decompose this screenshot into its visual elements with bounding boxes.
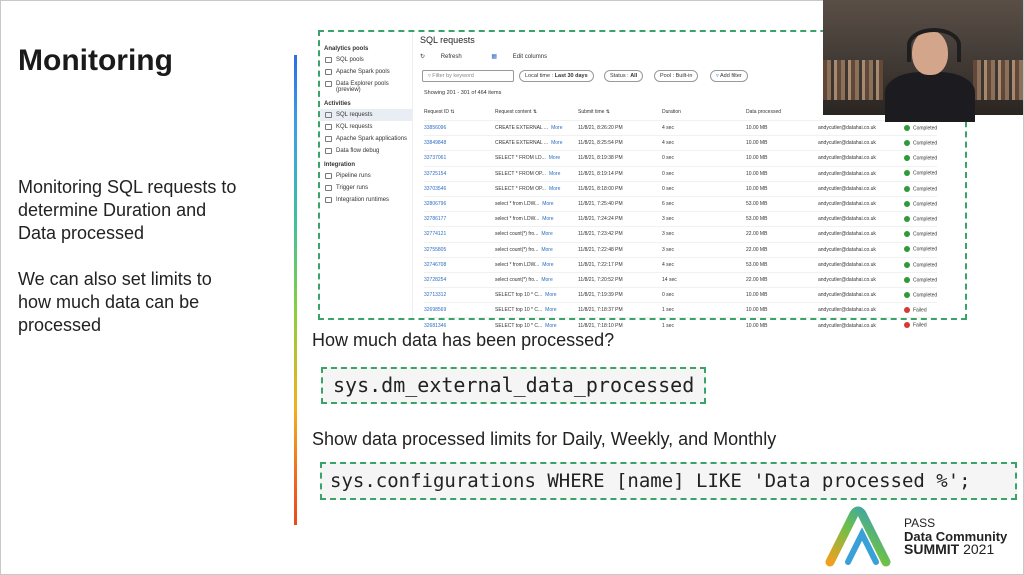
duration-cell: 0 sec — [662, 181, 746, 196]
request-content-cell — [495, 196, 578, 211]
sidebar-item-label: SQL pools — [336, 57, 364, 63]
pipeline-icon — [325, 173, 332, 179]
request-content-text: select count(*) fro... — [495, 276, 539, 283]
request-content-cell — [495, 257, 578, 272]
submitter-cell: andycutler@datahai.co.uk — [818, 166, 904, 181]
column-header-label: Request ID — [424, 109, 450, 115]
columns-icon: ▦ — [491, 54, 499, 60]
request-id-link[interactable]: 33725154 — [424, 166, 495, 181]
request-content-text: select count(*) fro... — [495, 246, 539, 253]
sidebar-item-data-explorer-pools[interactable] — [320, 78, 412, 96]
data-processed-cell: 22.00 MB — [746, 227, 818, 242]
spark-icon — [325, 136, 332, 142]
sidebar-item-label: Data Explorer pools (preview) — [336, 81, 389, 93]
submitter-cell: andycutler@datahai.co.uk — [818, 303, 904, 318]
sidebar-item-pipeline-runs[interactable] — [320, 170, 412, 182]
table-row[interactable] — [424, 121, 937, 136]
trigger-icon — [325, 185, 332, 191]
runtime-icon — [325, 197, 332, 203]
status-text: Completed — [913, 155, 938, 162]
table-row[interactable] — [424, 136, 937, 151]
request-content-text: CREATE EXTERNAL ... — [495, 125, 549, 132]
submit-time-cell: 11/8/21, 7:23:42 PM — [578, 227, 662, 242]
code-sys-configurations: sys.configurations WHERE [name] LIKE 'Data processed %'; — [320, 462, 1017, 500]
request-id-link[interactable]: 32681346 — [424, 318, 495, 333]
sidebar-item-data-flow-debug[interactable] — [320, 145, 412, 157]
duration-cell: 0 sec — [662, 288, 746, 303]
sidebar-item-sql-pools[interactable] — [320, 54, 412, 66]
status-cell — [904, 318, 937, 333]
request-id-link[interactable]: 33737061 — [424, 151, 495, 166]
status-cell — [904, 212, 937, 227]
local-time-label: Local time : — [525, 73, 554, 79]
request-content-cell — [495, 166, 578, 181]
submitter-cell: andycutler@datahai.co.uk — [818, 227, 904, 242]
submit-time-cell: 11/8/21, 8:19:38 PM — [578, 151, 662, 166]
data-processed-cell: 22.00 MB — [746, 272, 818, 287]
sidebar-item-label: Apache Spark applications — [336, 136, 408, 142]
submit-time-cell: 11/8/21, 8:25:54 PM — [578, 136, 662, 151]
status-text: Completed — [913, 170, 938, 177]
request-content-text: SELECT * FROM OP... — [495, 170, 546, 177]
data-processed-cell: 53.00 MB — [746, 257, 818, 272]
table-row[interactable] — [424, 151, 937, 166]
request-content-cell — [495, 303, 578, 318]
request-id-link[interactable]: 32713312 — [424, 288, 495, 303]
table-row[interactable] — [424, 227, 937, 242]
table-row[interactable] — [424, 181, 937, 196]
table-row[interactable] — [424, 196, 937, 211]
add-filter-label: Add filter — [720, 73, 742, 79]
add-filter-button[interactable] — [710, 70, 748, 82]
submitter-cell: andycutler@datahai.co.uk — [818, 318, 904, 333]
submitter-cell: andycutler@datahai.co.uk — [818, 257, 904, 272]
more-link[interactable]: More — [542, 261, 554, 268]
more-link[interactable]: More — [545, 292, 557, 299]
sidebar-section-title: Analytics pools — [324, 46, 369, 52]
status-cell — [904, 227, 937, 242]
sql-requests-table — [424, 108, 937, 333]
spark-icon — [325, 69, 332, 75]
request-content-cell — [495, 242, 578, 257]
code-dm-external-data-processed: sys.dm_external_data_processed — [321, 367, 706, 404]
more-link[interactable]: More — [545, 307, 557, 314]
data-processed-cell: 10.00 MB — [746, 121, 818, 136]
data-processed-cell: 10.00 MB — [746, 318, 818, 333]
request-id-link[interactable]: 33856096 — [424, 121, 495, 136]
submit-time-cell: 11/8/21, 7:19:39 PM — [578, 288, 662, 303]
submit-time-cell: 11/8/21, 7:18:10 PM — [578, 318, 662, 333]
more-link[interactable]: More — [542, 216, 554, 223]
sort-icon: ⇅ — [450, 109, 455, 115]
pass-summit-logo-text — [904, 517, 1007, 556]
column-header-label: Submit time — [578, 109, 605, 115]
sidebar-item-label: Apache Spark pools — [336, 69, 390, 75]
status-cell — [904, 166, 937, 181]
error-circle-icon — [904, 307, 910, 313]
request-id-link[interactable]: 33703546 — [424, 181, 495, 196]
status-text: Completed — [913, 231, 938, 238]
status-text: Completed — [913, 292, 938, 299]
duration-cell: 4 sec — [662, 257, 746, 272]
local-time-value: Last 30 days — [554, 73, 588, 79]
data-processed-cell: 22.00 MB — [746, 242, 818, 257]
sidebar-item-spark-pools[interactable] — [320, 66, 412, 78]
column-header[interactable] — [578, 108, 662, 121]
submitter-cell: andycutler@datahai.co.uk — [818, 272, 904, 287]
more-link[interactable]: More — [548, 185, 561, 192]
status-text: Failed — [913, 307, 927, 314]
check-circle-icon — [904, 246, 910, 252]
bookshelf-right — [973, 60, 1023, 100]
request-content-text: CREATE EXTERNAL ... — [495, 140, 549, 147]
more-link[interactable]: More — [548, 170, 561, 177]
submit-time-cell: 11/8/21, 7:20:52 PM — [578, 272, 662, 287]
check-circle-icon — [904, 125, 910, 131]
sidebar-item-label: KQL requests — [336, 124, 373, 130]
status-text: Completed — [913, 125, 938, 132]
request-content-text: SELECT * FROM OP... — [495, 185, 546, 192]
logo-year: 2021 — [963, 541, 995, 557]
data-processed-cell: 53.00 MB — [746, 212, 818, 227]
status-cell — [904, 257, 937, 272]
explorer-icon — [325, 81, 332, 87]
panel-title: SQL requests — [420, 35, 475, 45]
data-processed-cell: 10.00 MB — [746, 166, 818, 181]
headphones-icon — [907, 28, 961, 62]
sort-icon: ⇅ — [532, 109, 538, 115]
sidebar-item-label: Trigger runs — [336, 185, 369, 191]
data-processed-cell: 10.00 MB — [746, 136, 818, 151]
request-content-text: SELECT top 10 * C... — [495, 292, 543, 299]
status-cell — [904, 151, 937, 166]
status-value: All — [630, 73, 638, 79]
data-processed-cell: 10.00 MB — [746, 303, 818, 318]
request-content-cell — [495, 212, 578, 227]
status-text: Completed — [913, 246, 938, 253]
table-row[interactable] — [424, 166, 937, 181]
request-id-link[interactable]: 32786177 — [424, 212, 495, 227]
edit-columns-label: Edit columns — [512, 54, 548, 60]
more-link[interactable]: More — [545, 322, 557, 329]
logo-line-2: Data Community — [904, 529, 1008, 544]
request-id-link[interactable]: 32774121 — [424, 227, 495, 242]
sidebar-item-integration-runtimes[interactable] — [320, 194, 412, 206]
request-content-cell — [495, 151, 578, 166]
request-id-link[interactable]: 32806796 — [424, 196, 495, 211]
request-content-text: select count(*) fro... — [495, 231, 539, 238]
submit-time-cell: 11/8/21, 7:22:17 PM — [578, 257, 662, 272]
sidebar-item-trigger-runs[interactable] — [320, 182, 412, 194]
table-row[interactable] — [424, 272, 937, 287]
check-circle-icon — [904, 170, 910, 176]
status-cell — [904, 288, 937, 303]
sidebar-item-label: Integration runtimes — [336, 197, 390, 203]
column-header-label: Request content — [495, 109, 532, 115]
duration-cell: 3 sec — [662, 227, 746, 242]
error-circle-icon — [904, 322, 910, 328]
sidebar-item-label: SQL requests — [336, 112, 373, 118]
check-circle-icon — [904, 216, 910, 222]
status-cell — [904, 272, 937, 287]
submitter-cell: andycutler@datahai.co.uk — [818, 151, 904, 166]
submit-time-cell: 11/8/21, 7:18:37 PM — [578, 303, 662, 318]
duration-cell: 1 sec — [662, 318, 746, 333]
local-time-filter[interactable] — [519, 70, 594, 82]
paragraph-1-line: Monitoring SQL requests to — [18, 177, 237, 197]
check-circle-icon — [904, 201, 910, 207]
duration-cell: 6 sec — [662, 196, 746, 211]
monitor-sidebar — [320, 32, 413, 318]
request-content-cell — [495, 227, 578, 242]
edit-columns-button[interactable] — [491, 54, 561, 60]
sidebar-section-title: Activities — [324, 101, 351, 107]
check-circle-icon — [904, 262, 910, 268]
request-content-text: select * from LDW... — [495, 201, 540, 208]
more-link[interactable]: More — [542, 201, 554, 208]
submit-time-cell: 11/8/21, 8:18:00 PM — [578, 181, 662, 196]
more-link[interactable]: More — [541, 231, 553, 238]
list-icon — [325, 124, 332, 130]
request-content-cell — [495, 136, 578, 151]
database-icon — [325, 57, 332, 63]
status-text: Failed — [913, 322, 927, 329]
table-row[interactable] — [424, 303, 937, 318]
gradient-divider — [294, 55, 297, 525]
duration-cell: 14 sec — [662, 272, 746, 287]
submitter-cell: andycutler@datahai.co.uk — [818, 288, 904, 303]
sidebar-item-kql-requests[interactable] — [320, 121, 412, 133]
paragraph-2-line: how much data can be — [18, 292, 200, 312]
data-processed-cell: 53.00 MB — [746, 196, 818, 211]
more-link[interactable]: More — [541, 276, 553, 283]
status-text: Completed — [913, 186, 938, 192]
status-text: Completed — [913, 216, 938, 223]
status-cell — [904, 242, 937, 257]
paragraph-2-line: We can also set limits to — [18, 269, 212, 289]
refresh-icon: ↻ — [420, 54, 427, 60]
presenter-torso — [885, 72, 975, 122]
status-text: Completed — [913, 261, 938, 268]
duration-cell: 4 sec — [662, 136, 746, 151]
status-cell — [904, 136, 937, 151]
submit-time-cell: 11/8/21, 8:19:14 PM — [578, 166, 662, 181]
request-content-text: select * from LDW... — [495, 261, 540, 268]
bookshelf-left — [823, 60, 883, 100]
more-link[interactable]: More — [551, 125, 563, 132]
more-link[interactable]: More — [548, 155, 561, 162]
paragraph-2-line: processed — [18, 315, 102, 335]
status-label: Status : — [610, 73, 629, 79]
request-content-cell — [495, 288, 578, 303]
logo-summit: SUMMIT — [904, 541, 960, 557]
sidebar-item-spark-applications[interactable] — [320, 133, 412, 145]
data-processed-cell: 10.00 MB — [746, 151, 818, 166]
status-text: Completed — [913, 201, 938, 208]
sort-icon: ⇅ — [605, 109, 610, 115]
status-text: Completed — [913, 140, 938, 147]
column-header[interactable] — [495, 108, 578, 121]
status-cell — [904, 181, 937, 196]
duration-cell: 3 sec — [662, 242, 746, 257]
duration-cell: 1 sec — [662, 303, 746, 318]
submitter-cell: andycutler@datahai.co.uk — [818, 196, 904, 211]
table-body — [424, 121, 937, 333]
data-processed-cell: 10.00 MB — [746, 288, 818, 303]
submit-time-cell: 11/8/21, 8:26:20 PM — [578, 121, 662, 136]
sidebar-section-title: Integration — [324, 162, 355, 168]
refresh-label: Refresh — [440, 54, 462, 60]
sidebar-item-sql-requests[interactable] — [320, 109, 412, 121]
column-header-label: Duration — [662, 109, 681, 115]
pool-filter[interactable] — [654, 70, 698, 82]
column-header[interactable] — [424, 108, 495, 121]
submitter-cell: andycutler@datahai.co.uk — [818, 212, 904, 227]
check-circle-icon — [904, 277, 910, 283]
more-link[interactable]: More — [541, 246, 553, 253]
request-content-cell — [495, 181, 578, 196]
check-circle-icon — [904, 155, 910, 161]
add-filter-icon: ▿ — [716, 73, 720, 79]
column-header[interactable] — [662, 108, 746, 121]
status-cell — [904, 121, 937, 136]
sidebar-item-label: Pipeline runs — [336, 173, 371, 179]
submitter-cell: andycutler@datahai.co.uk — [818, 121, 904, 136]
submitter-cell: andycutler@datahai.co.uk — [818, 181, 904, 196]
filter-placeholder: Filter by keyword — [432, 73, 474, 79]
sidebar-item-label: Data flow debug — [336, 148, 380, 154]
presenter-webcam — [823, 0, 1023, 115]
status-cell — [904, 303, 937, 318]
table-row[interactable] — [424, 212, 937, 227]
paragraph-1-line: Data processed — [18, 223, 145, 243]
request-id-link[interactable]: 32728254 — [424, 272, 495, 287]
paragraph-1-line: determine Duration and — [18, 200, 207, 220]
request-id-link[interactable]: 32746708 — [424, 257, 495, 272]
status-cell — [904, 196, 937, 211]
check-circle-icon — [904, 231, 910, 237]
table-row[interactable] — [424, 242, 937, 257]
pool-label: Pool : Built-in — [660, 73, 693, 79]
request-content-text: SELECT top 10 * C... — [495, 307, 543, 314]
column-header[interactable] — [746, 108, 818, 121]
duration-cell: 0 sec — [662, 166, 746, 181]
submit-time-cell: 11/8/21, 7:25:40 PM — [578, 196, 662, 211]
duration-cell: 0 sec — [662, 151, 746, 166]
status-text: Completed — [913, 277, 938, 284]
paragraph-1 — [18, 176, 278, 245]
dataflow-icon — [325, 148, 332, 154]
submit-time-cell: 11/8/21, 7:22:48 PM — [578, 242, 662, 257]
table-row[interactable] — [424, 288, 937, 303]
request-id-link[interactable]: 32755805 — [424, 242, 495, 257]
slide-title: Monitoring — [18, 44, 173, 77]
paragraph-2 — [18, 268, 278, 337]
list-icon — [325, 112, 332, 118]
check-circle-icon — [904, 292, 910, 298]
request-content-text: SELECT top 10 * C... — [495, 322, 543, 329]
logo-line-1: PASS — [904, 516, 936, 530]
submitter-cell: andycutler@datahai.co.uk — [818, 242, 904, 257]
more-link[interactable]: More — [551, 140, 563, 147]
check-circle-icon — [904, 186, 910, 192]
request-content-cell — [495, 121, 578, 136]
filter-icon: ▿ — [428, 73, 433, 79]
request-id-link[interactable]: 33849848 — [424, 136, 495, 151]
column-header-label: Data processed — [746, 109, 782, 115]
showing-count: Showing 201 - 301 of 464 items — [424, 90, 502, 96]
data-processed-cell: 10.00 MB — [746, 181, 818, 196]
request-content-text: select * from LDW... — [495, 216, 540, 223]
duration-cell: 3 sec — [662, 212, 746, 227]
duration-cell: 4 sec — [662, 121, 746, 136]
submit-time-cell: 11/8/21, 7:24:24 PM — [578, 212, 662, 227]
filter-keyword-input[interactable] — [422, 70, 514, 82]
status-filter[interactable] — [604, 70, 643, 82]
request-content-text: SELECT * FROM LD... — [495, 155, 546, 162]
submitter-cell: andycutler@datahai.co.uk — [818, 136, 904, 151]
request-content-cell — [495, 272, 578, 287]
question-data-processed: How much data has been processed? — [312, 330, 615, 350]
pass-summit-logo-icon — [824, 506, 904, 566]
refresh-button[interactable] — [420, 54, 476, 60]
question-data-limits: Show data processed limits for Daily, Weekly, and Monthly — [312, 429, 777, 449]
request-id-link[interactable]: 32698569 — [424, 303, 495, 318]
table-row[interactable] — [424, 257, 937, 272]
check-circle-icon — [904, 140, 910, 146]
